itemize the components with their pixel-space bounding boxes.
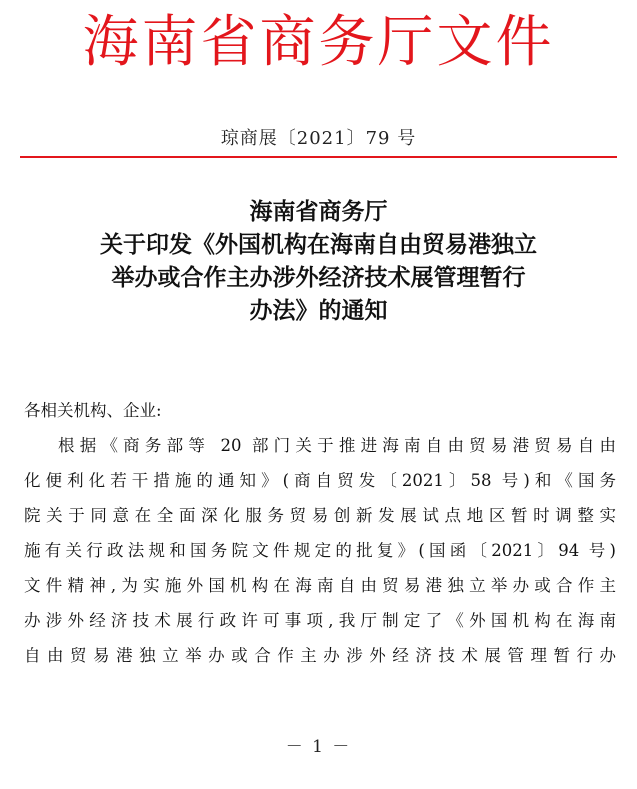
title-line-2: 关于印发《外国机构在海南自由贸易港独立: [100, 232, 537, 258]
page-number: － 1 －: [285, 737, 352, 757]
salutation: 各相关机构、企业:: [24, 401, 162, 420]
title-line-1: 海南省商务厅: [249, 199, 388, 225]
body-line-7: 自由贸易港独立举办或合作主办涉外经济技术展管理暂行办: [24, 646, 616, 665]
red-separator-line: [20, 156, 617, 158]
document-body: [24, 393, 616, 673]
body-line-2: 化便利化若干措施的通知》(商自贸发〔2021〕58 号)和《国务: [24, 471, 616, 490]
body-line-1: 根据《商务部等 20 部门关于推进海南自由贸易港贸易自由: [58, 436, 616, 455]
title-line-3: 举办或合作主办涉外经济技术展管理暂行: [111, 265, 526, 291]
body-line-3: 院关于同意在全面深化服务贸易创新发展试点地区暂时调整实: [24, 506, 616, 525]
document-masthead: 海南省商务厅文件: [82, 10, 555, 75]
body-line-6: 办涉外经济技术展行政许可事项,我厅制定了《外国机构在海南: [24, 611, 616, 630]
document-title: [20, 196, 617, 328]
title-line-4: 办法》的通知: [249, 298, 388, 324]
body-line-5: 文件精神,为实施外国机构在海南自由贸易港独立举办或合作主: [24, 576, 616, 595]
document-number: 琼商展〔2021〕79 号: [220, 128, 417, 149]
body-line-4: 施有关行政法规和国务院文件规定的批复》(国函〔2021〕94 号): [24, 541, 616, 560]
